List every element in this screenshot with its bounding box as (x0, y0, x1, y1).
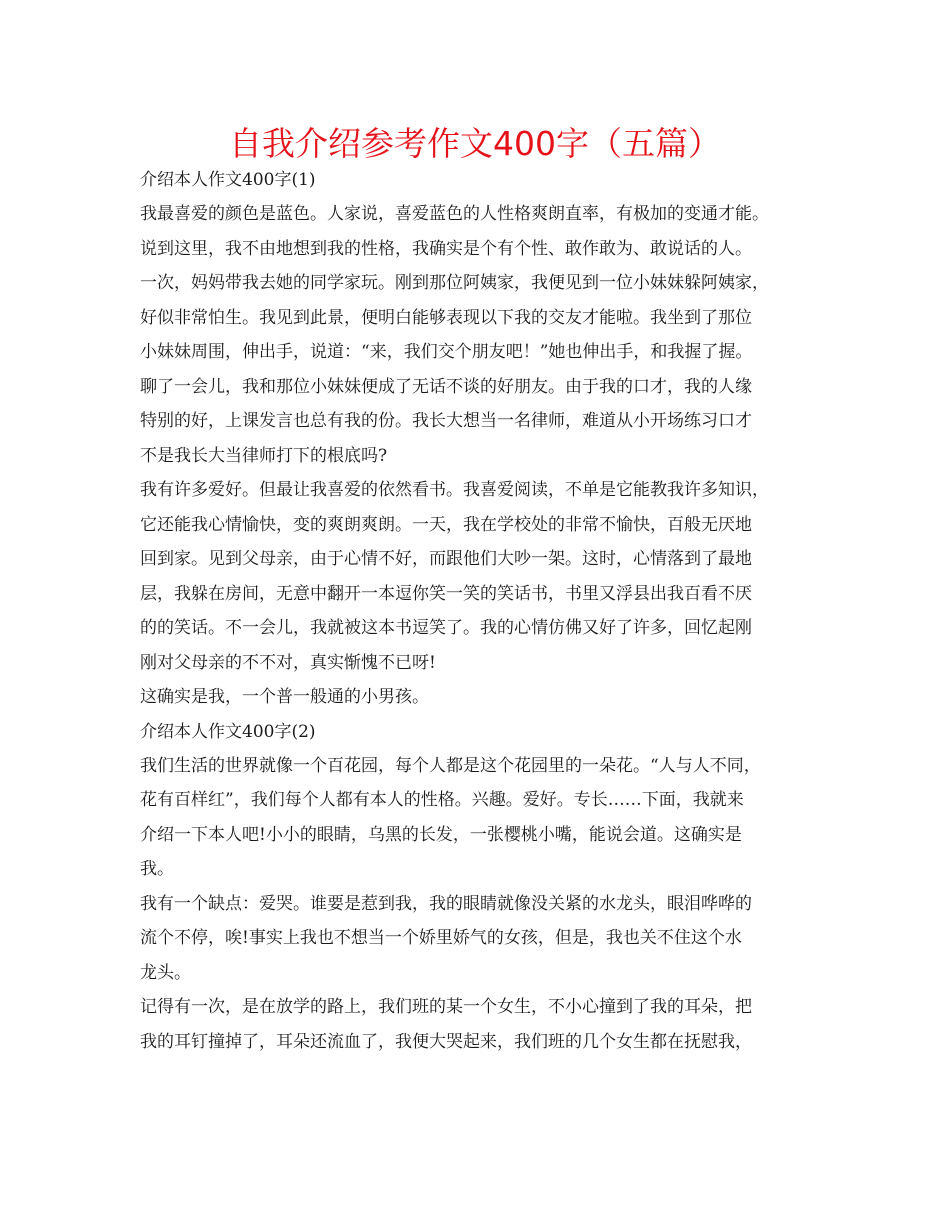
section-heading: 介绍本人作文400字(1) (140, 170, 316, 190)
text-line: 说到这里，我不由地想到我的性格，我确实是个有个性、敢作敢为、敢说话的人。 (140, 238, 752, 259)
text-line: 我最喜爱的颜色是蓝色。人家说，喜爱蓝色的人性格爽朗直率，有极加的变通才能。 (140, 204, 769, 224)
text-line: 这确实是我，一个普一般通的小男孩。 (140, 687, 429, 707)
text-line: 特别的好，上课发言也总有我的份。我长大想当一名律师，难道从小开场练习口才 (140, 411, 752, 431)
text-line: 流个不停，唉!事实上我也不想当一个娇里娇气的女孩，但是，我也关不住这个水 (140, 928, 742, 948)
document-body (140, 163, 830, 1059)
text-line: 我。 (140, 859, 174, 879)
text-line: 我的耳钉撞掉了，耳朵还流血了，我便大哭起来，我们班的几个女生都在抚慰我， (140, 1031, 752, 1052)
text-line: 聊了一会儿，我和那位小妹妹便成了无话不谈的好朋友。由于我的口才，我的人缘 (140, 376, 752, 397)
text-line: 它还能我心情愉快，变的爽朗爽朗。一天，我在学校处的非常不愉快，百般无厌地 (140, 514, 752, 535)
text-line: 我有许多爱好。但最让我喜爱的依然看书。我喜爱阅读，不单是它能教我许多知识， (140, 480, 769, 500)
document-title: 自我介绍参考作文400字（五篇） (229, 124, 721, 163)
section-heading: 介绍本人作文400字(2) (140, 721, 316, 742)
text-line: 回到家。见到父母亲，由于心情不好，而跟他们大吵一架。这时，心情落到了最地 (140, 549, 752, 569)
text-line: 小妹妹周围，伸出手，说道：“来，我们交个朋友吧！”她也伸出手，和我握了握。 (140, 342, 753, 362)
text-line: 我们生活的世界就像一个百花园，每个人都是这个花园里的一朵花。“人与人不同， (140, 755, 761, 776)
text-line: 龙头。 (140, 962, 191, 983)
text-line: 刚对父母亲的不不对，真实惭愧不已呀! (140, 652, 436, 673)
text-line: 介绍一下本人吧!小小的眼睛，乌黑的长发，一张樱桃小嘴，能说会道。这确实是 (140, 824, 742, 845)
text-line: 花有百样红”，我们每个人都有本人的性格。兴趣。爱好。专长……下面，我就来 (140, 790, 744, 810)
text-line: 我有一个缺点：爱哭。谁要是惹到我，我的眼睛就像没关紧的水龙头，眼泪哗哗的 (140, 893, 752, 914)
text-line: 层，我躲在房间，无意中翻开一本逗你笑一笑的笑话书，书里又浮县出我百看不厌 (140, 583, 752, 604)
text-line: 不是我长大当律师打下的根底吗? (140, 445, 388, 466)
text-line: 一次，妈妈带我去她的同学家玩。刚到那位阿姨家，我便见到一位小妹妹躲阿姨家， (140, 273, 769, 293)
text-line: 好似非常怕生。我见到此景，便明白能够表现以下我的交友才能啦。我坐到了那位 (140, 307, 752, 328)
text-line: 的的笑话。不一会儿，我就被这本书逗笑了。我的心情仿佛又好了许多，回忆起刚 (140, 618, 752, 638)
text-line: 记得有一次，是在放学的路上，我们班的某一个女生，不小心撞到了我的耳朵，把 (140, 997, 752, 1017)
